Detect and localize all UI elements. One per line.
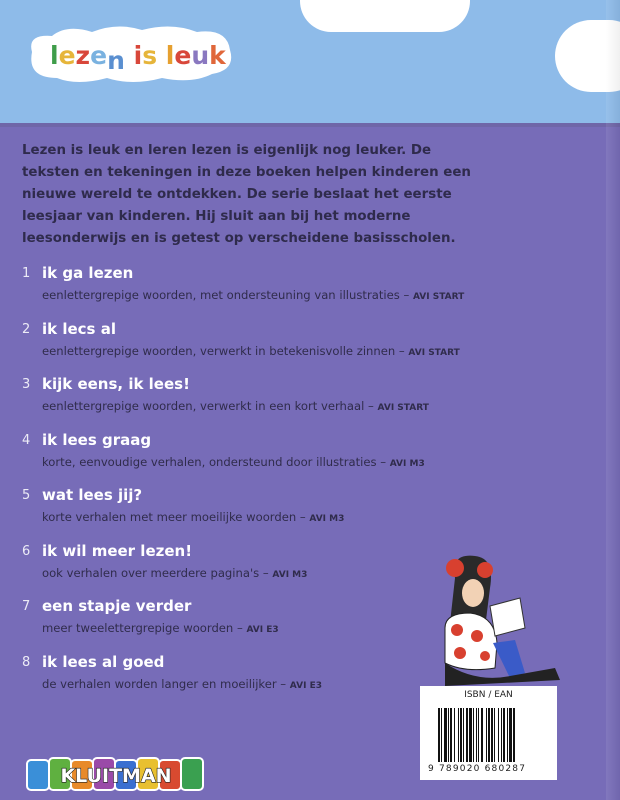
avi-level: AVI M3 <box>389 458 425 469</box>
barcode-bar <box>476 708 477 762</box>
barcode-bars <box>438 708 538 762</box>
book-title: een stapje verder <box>42 597 192 615</box>
intro-paragraph: Lezen is leuk en leren lezen is eigenlijk nog leuker. De teksten en tekeningen in deze boeken helpen kinderen een nieuwe wereld te ontdekken. De serie beslaat het eerste leesjaar van kinderen. Hij sluit aan bij het moderne leesonderwijs en is getest op verscheidene basisscholen. <box>22 143 471 246</box>
avi-level: AVI START <box>412 292 465 302</box>
barcode-label: ISBN / EAN <box>464 690 513 700</box>
series-logo <box>22 22 237 84</box>
description-text: meer tweelettergrepige woorden – <box>42 621 243 635</box>
barcode-bar <box>448 708 449 762</box>
barcode-bar <box>503 708 505 762</box>
barcode-bar <box>454 708 455 762</box>
barcode-bar <box>463 708 464 762</box>
barcode-bar <box>473 708 474 762</box>
book-number: 1 <box>22 266 31 281</box>
book-title: ik lecs al <box>42 319 116 338</box>
avi-level: AVI START <box>408 347 460 358</box>
barcode-bar <box>450 708 452 762</box>
barcode-bar <box>441 708 442 762</box>
description-text: eenlettergrepige woorden, verwerkt in een kort verhaal – <box>42 399 374 413</box>
description-text: de verhalen worden langer en moeilijker – <box>42 676 287 691</box>
list-item <box>0 486 520 542</box>
description-text: eenlettergrepige woorden, met ondersteuning van illustraties – <box>42 288 410 302</box>
barcode-bar <box>444 708 447 762</box>
book-title: ik ga lezen <box>42 264 134 282</box>
barcode-bar <box>481 708 483 762</box>
barcode-bar <box>491 708 493 762</box>
barcode-bar <box>507 708 508 762</box>
barcode-number: 9 789020 680287 <box>428 764 527 774</box>
description-text: eenlettergrepige woorden, verwerkt in betekenisvolle zinnen – <box>42 343 405 358</box>
publisher-logo <box>25 754 207 794</box>
barcode-bar <box>509 708 512 762</box>
book-title: ik lees al goed <box>42 652 165 671</box>
barcode-bar <box>488 708 490 762</box>
barcode-bar <box>486 708 487 762</box>
barcode-bar <box>469 708 472 762</box>
reading-girl-illustration <box>415 548 565 688</box>
barcode-bar <box>501 708 502 762</box>
divider <box>0 123 620 127</box>
book-description <box>42 288 464 302</box>
book-description <box>42 510 344 524</box>
barcode-bar <box>460 708 462 762</box>
barcode-bar <box>478 708 479 762</box>
avi-level: AVI E3 <box>246 625 279 635</box>
cloud <box>300 0 470 32</box>
avi-level: AVI M3 <box>272 569 308 580</box>
book-number: 7 <box>22 599 31 614</box>
book-description <box>42 677 322 691</box>
book-number: 8 <box>22 654 31 670</box>
list-item <box>0 264 520 320</box>
book-number: 6 <box>22 543 31 559</box>
barcode-bar <box>498 708 499 762</box>
book-title: ik lees graag <box>42 430 152 449</box>
book-number: 4 <box>22 432 31 448</box>
book-description <box>42 399 429 413</box>
list-item <box>0 375 520 431</box>
svg-text:lezen is leuk: lezen is leuk <box>50 41 226 75</box>
barcode-bar <box>466 708 468 762</box>
book-number: 2 <box>22 321 31 337</box>
barcode-bar <box>494 708 495 762</box>
list-item <box>0 320 520 376</box>
book-number: 3 <box>22 377 31 392</box>
barcode-bar <box>513 708 515 762</box>
description-text: ook verhalen over meerdere pagina's – <box>42 565 269 580</box>
book-description <box>42 621 279 635</box>
book-number: 5 <box>22 488 31 503</box>
book-description <box>42 566 307 580</box>
spine-edge <box>606 0 620 800</box>
avi-level: AVI START <box>377 403 429 413</box>
barcode-bar <box>458 708 459 762</box>
publisher-name: KLUITMAN <box>60 765 172 787</box>
book-title: wat lees jij? <box>42 486 143 504</box>
description-text: korte verhalen met meer moeilijke woorden – <box>42 510 306 524</box>
book-title: ik wil meer lezen! <box>42 541 193 560</box>
barcode-bar <box>438 708 440 762</box>
book-title: kijk eens, ik lees! <box>42 375 190 393</box>
book-description <box>42 455 425 469</box>
avi-level: AVI E3 <box>289 680 323 691</box>
list-item <box>0 431 520 487</box>
description-text: korte, eenvoudige verhalen, ondersteund door illustraties – <box>42 454 387 469</box>
avi-level: AVI M3 <box>309 514 345 524</box>
book-description <box>42 344 460 358</box>
barcode <box>420 686 557 780</box>
